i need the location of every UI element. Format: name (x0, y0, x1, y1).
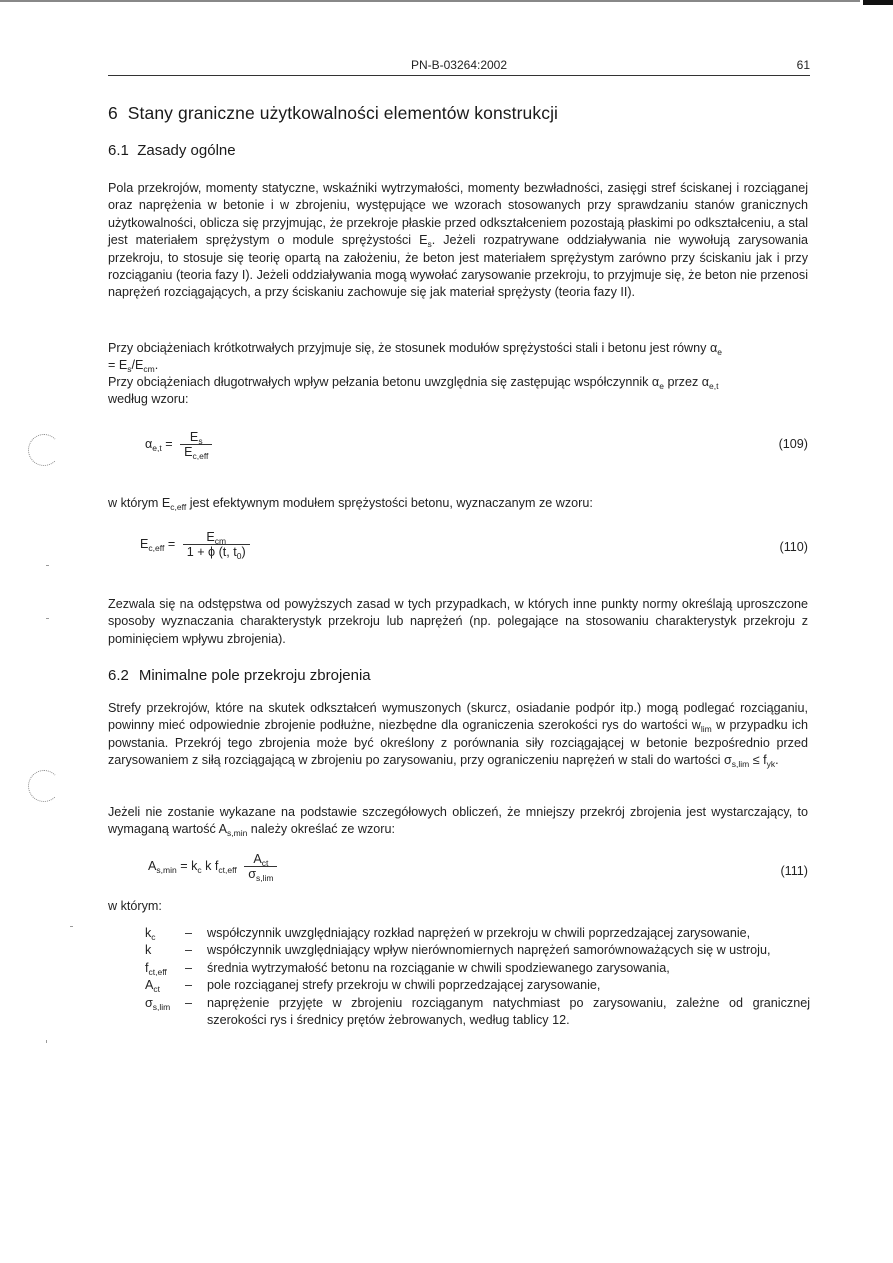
paragraph-exceptions: Zezwala się na odstępstwa od powyższych zasad w tych przypadkach, w których inne punkty normy określają uproszczone sposoby wyznaczania charakterystyk przekroju lub naprężeń (np. polegające na stosowaniu charakterystyk przekroju z pominięciem wpływu zbrojenia). (108, 597, 808, 646)
scan-edge-line (0, 0, 860, 2)
page-header (108, 58, 810, 76)
paragraph-general-principles: Pola przekrojów, momenty statyczne, wskaźniki wytrzymałości, momenty bezwładności, zasięgi stref ściskanej i rozciąganej oraz naprężenia w betonie i w zbrojeniu, występujące we wzorach stosowanych przy sprawdzaniu stanów granicznych użytkowalności, oblicza się przyjmując, że przekroje płaskie przed odkształceniem pozostają płaskimi po odkształceniu, a stal jest materiałem sprężystym o module sprężystości $E_s$. Jeżeli rozpatrywane oddziaływania nie wywołują zarysowania przekroju, to stosuje się teorię opartą na założeniu, że beton jest materiałem sprężystym zarówno przy ściskaniu jak i przy rozciąganiu (teoria fazy I). Jeżeli oddziaływania mogą wywołać zarysowanie przekroju, to przyjmuje się, że beton nie przenosi naprężeń rozciągających, a przy ściskaniu zachowuje się jak materiał sprężysty (teoria fazy II). (108, 181, 808, 300)
binder-hole-mark (28, 770, 60, 802)
symbol-definitions-list (145, 925, 810, 1029)
scan-edge-mark (863, 0, 893, 5)
definition-row: $k_c$ – współczynnik uwzględniający rozkład naprężeń w przekroju w chwili poprzedzającej zarysowanie, (145, 926, 751, 942)
equation-109: $\alpha_{e,t}$ = $\frac{E_s}{E_{c,eff}}$ (145, 430, 212, 459)
equation-110: $E_{c,eff}$ = $\frac{E_{cm}}{1 + \phi (t, t_0)}$ (140, 530, 250, 559)
paragraph-minimum-area-requirement: Jeżeli nie zostanie wykazane na podstawie szczegółowych obliczeń, że mniejszy przekrój zbrojenia jest wystarczający, to wymaganą wartość $A_{s,min}$ należy określać ze wzoru: (108, 805, 808, 839)
scan-speck (46, 618, 49, 619)
definition-row: $f_{ct,eff}$ – średnia wytrzymałość betonu na rozciąganie w chwili spodziewanego zarysowania, (145, 960, 670, 977)
paragraph-effective-modulus: w którym $E_{c,eff}$ jest efektywnym modułem sprężystości betonu, wyznaczanym ze wzoru: (108, 496, 593, 512)
equation-number-110: (110) (779, 540, 808, 554)
equation-number-109: (109) (778, 437, 808, 451)
definition-row: k – współczynnik uwzględniający wpływ nierównomiernych naprężeń samorównoważących się w ustroju, (145, 943, 771, 958)
chapter-heading: 6 Stany graniczne użytkowalności elementów konstrukcji (108, 103, 559, 123)
section-heading-6-1: 6.1 Zasady ogólne (108, 142, 236, 159)
section-heading-6-2: 6.2 Minimalne pole przekroju zbrojenia (108, 667, 371, 684)
equation-number-111: (111) (780, 864, 808, 878)
standard-code: PN-B-03264:2002 (410, 58, 508, 72)
equation-111: $A_{s,min} = k_c$ k $f_{ct,eff}$ $\frac{A_{ct}}{\sigma_{s,lim}}$ (148, 852, 277, 881)
binder-hole-mark (28, 434, 60, 466)
where-label: w którym: (108, 899, 162, 913)
scan-speck (46, 565, 49, 566)
paragraph-forced-strain-zones: Strefy przekrojów, które na skutek odkształceń wymuszonych (skurcz, osiadanie podpór itp.) mogą podlegać rozciąganiu, powinny mieć odpowiednie zbrojenie podłużne, niezbędne dla ograniczenia szerokości rys do wartości $w_{lim}$ w przypadku ich powstania. Przekrój tego zbrojenia może być określony z porównania siły rozciągającej w betonie bezpośrednio przed zarysowaniem z siłą rozciągającą w zbrojeniu po zarysowaniu, przy ograniczeniu naprężeń w stali do wartości $\sigma_{s,lim} \le f_{yk}$. (108, 701, 809, 770)
paragraph-long-term-loads: Przy obciążeniach długotrwałych wpływ pełzania betonu uwzględnia się zastępując współczynnik $\alpha_e$ przez $\alpha_{e,t}$ według wzoru: (108, 375, 719, 407)
paragraph-short-term-loads: Przy obciążeniach krótkotrwałych przyjmuje się, że stosunek modułów sprężystości stali i betonu jest równy $\alpha_e$ = $E_s/E_{cm}$. (108, 341, 722, 375)
page-number: 61 (796, 58, 810, 72)
definition-row: $A_{ct}$ – pole rozciąganej strefy przekroju w chwili poprzedzającej zarysowanie, (145, 978, 601, 995)
scan-speck (70, 926, 73, 927)
scan-speck (46, 1040, 47, 1043)
definition-row: $\sigma_{s,lim}$ – naprężenie przyjęte w zbrojeniu rozciąganym natychmiast po zarysowaniu, zależne od granicznej szerokości rys i średnicy prętów żebrowanych, według tablicy 12. (145, 995, 810, 1028)
